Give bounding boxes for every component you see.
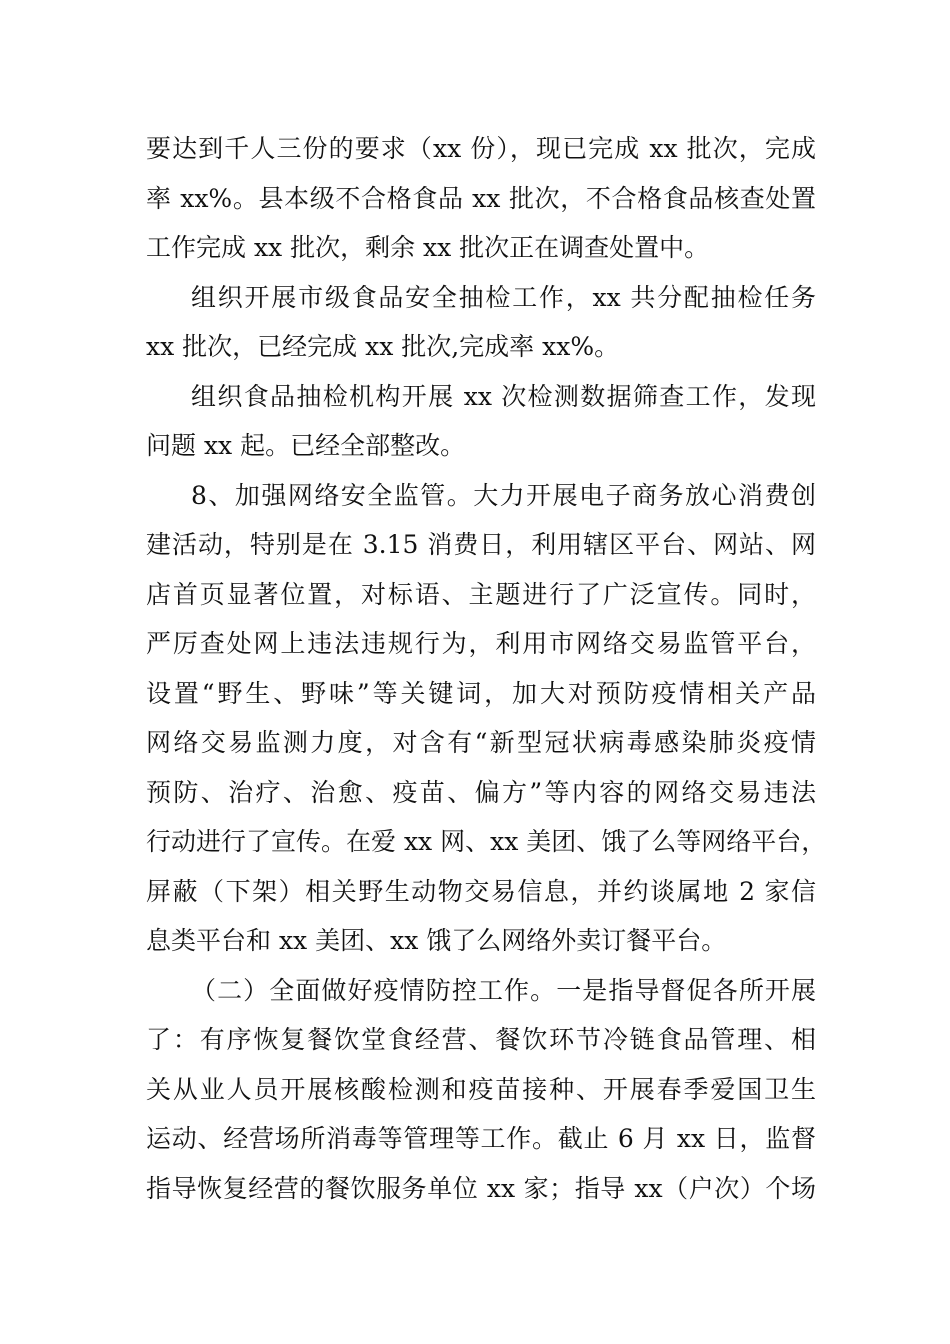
text-line: 建活动，特别是在 3.15 消费日，利用辖区平台、网站、网: [146, 530, 816, 559]
text-line: 组织食品抽检机构开展 xx 次检测数据筛查工作，发现: [191, 381, 816, 411]
text-line: 工作完成 xx 批次，剩余 xx 批次正在调查处置中。: [146, 233, 710, 262]
text-line: 设置“野生、野味”等关键词，加大对预防疫情相关产品: [146, 678, 816, 708]
text-line: 组织开展市级食品安全抽检工作，xx 共分配抽检任务: [191, 282, 816, 312]
text-line: 预防、治疗、治愈、疫苗、偏方”等内容的网络交易违法: [146, 777, 816, 807]
text-line: 指导恢复经营的餐饮服务单位 xx 家；指导 xx（户次）个场: [146, 1173, 816, 1203]
text-line: 屏蔽（下架）相关野生动物交易信息，并约谈属地 2 家信: [146, 876, 816, 906]
text-line: 运动、经营场所消毒等管理等工作。截止 6 月 xx 日，监督: [146, 1124, 816, 1153]
text-line: 问题 xx 起。已经全部整改。: [146, 431, 466, 460]
text-line: 行动进行了宣传。在爱 xx 网、xx 美团、饿了么等网络平台，: [146, 827, 827, 856]
paragraph: [146, 273, 816, 372]
text-line: 网络交易监测力度，对含有“新型冠状病毒感染肺炎疫情: [146, 728, 816, 757]
text-line: 了：有序恢复餐饮堂食经营、餐饮环节冷链食品管理、相: [146, 1025, 816, 1054]
text-line: 店首页显著位置，对标语、主题进行了广泛宣传。同时，: [146, 579, 816, 609]
text-line: 关从业人员开展核酸检测和疫苗接种、开展春季爱国卫生: [146, 1074, 816, 1104]
paragraph: [146, 471, 827, 966]
text-line: 严厉查处网上违法违规行为，利用市网络交易监管平台，: [146, 629, 816, 658]
paragraph: [146, 372, 816, 471]
paragraph: [146, 966, 816, 1214]
text-line: 率 xx%。县本级不合格食品 xx 批次，不合格食品核查处置: [146, 183, 816, 213]
document-body: [146, 124, 827, 1213]
text-line: 息类平台和 xx 美团、xx 饿了么网络外卖订餐平台。: [146, 926, 727, 955]
paragraph: [146, 124, 816, 273]
text-line: xx 批次，已经完成 xx 批次,完成率 xx%。: [146, 332, 620, 361]
text-line: 要达到千人三份的要求（xx 份），现已完成 xx 批次，完成: [146, 134, 816, 163]
text-line: （二）全面做好疫情防控工作。一是指导督促各所开展: [191, 975, 816, 1005]
text-line: 8、加强网络安全监管。大力开展电子商务放心消费创: [191, 480, 816, 510]
